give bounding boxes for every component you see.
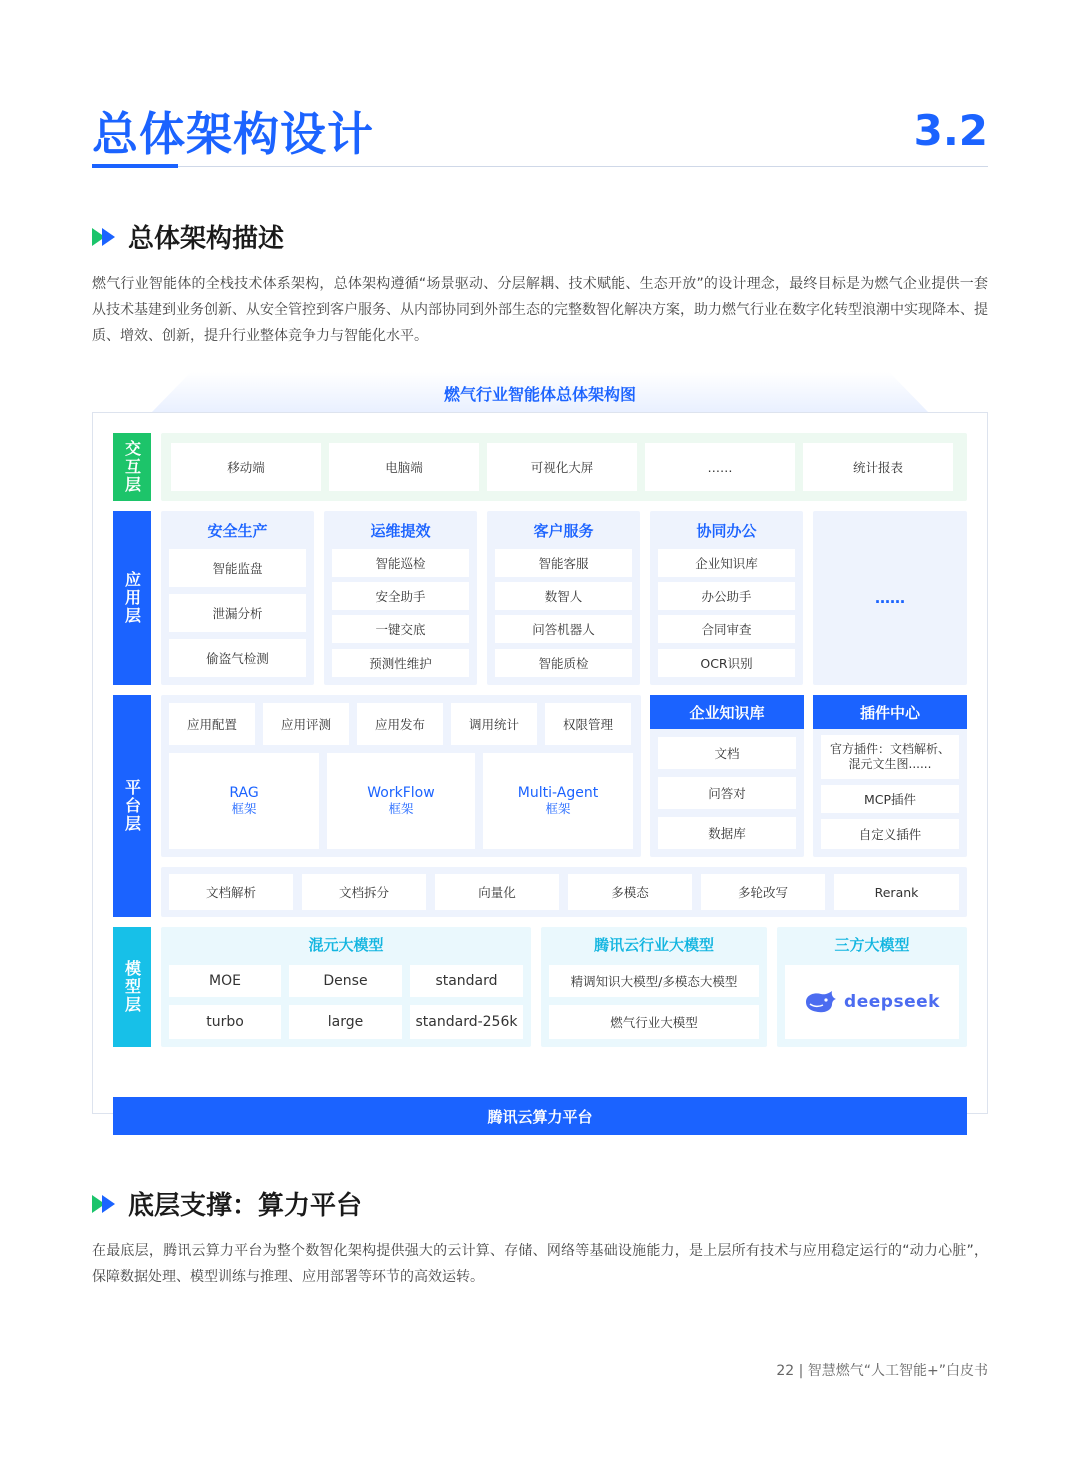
architecture-diagram [92, 372, 988, 1126]
knowledge-base-item: 文档 [658, 737, 796, 769]
plugin-item: MCP插件 [821, 785, 959, 813]
framework-workflow [327, 753, 475, 849]
app-group-title: 运维提效 [370, 521, 431, 540]
hunyuan-panel [161, 927, 531, 1047]
platform-tools-panel [161, 695, 641, 857]
app-item: 企业知识库 [658, 549, 795, 577]
hunyuan-model: turbo [169, 1005, 281, 1039]
industry-model: 精调知识大模型/多模态大模型 [549, 965, 759, 997]
platform-tool: 调用统计 [451, 703, 537, 745]
page-title: 总体架构设计 [92, 107, 374, 161]
framework-sub: 框架 [231, 801, 257, 816]
app-group-customer [487, 511, 640, 685]
hunyuan-model: standard [410, 965, 523, 997]
hunyuan-model: standard-256k [410, 1005, 523, 1039]
whale-icon [804, 990, 838, 1014]
interaction-item: 统计报表 [803, 443, 953, 491]
layer-label-application: 应用层 [113, 511, 151, 685]
app-item: 数智人 [495, 582, 632, 610]
third-party-title: 三方大模型 [834, 935, 910, 954]
interaction-panel [161, 433, 967, 501]
page-footer: 22 | 智慧燃气“人工智能+”白皮书 [776, 1363, 988, 1379]
deepseek-text: deepseek [844, 992, 940, 1012]
section-heading-text: 总体架构描述 [128, 224, 285, 254]
knowledge-base-item: 问答对 [658, 777, 796, 809]
framework-sub: 框架 [388, 801, 414, 816]
platform-tool: 应用评测 [263, 703, 349, 745]
hunyuan-model: MOE [169, 965, 281, 997]
processing-item: 多轮改写 [701, 874, 825, 910]
app-item: 办公助手 [658, 582, 795, 610]
app-group-title: 安全生产 [207, 521, 268, 540]
processing-item: 文档拆分 [302, 874, 426, 910]
knowledge-base-item: 数据库 [658, 817, 796, 849]
app-item: 智能客服 [495, 549, 632, 577]
knowledge-base-panel [650, 695, 804, 857]
interaction-item: 可视化大屏 [487, 443, 637, 491]
compute-platform-bar: 腾讯云算力平台 [113, 1097, 967, 1135]
app-group-office [650, 511, 803, 685]
double-arrow-icon [92, 1193, 118, 1215]
layer-label-model: 模型层 [113, 927, 151, 1047]
app-item: 泄漏分析 [169, 594, 306, 632]
framework-name: WorkFlow [367, 785, 435, 801]
app-item: 智能巡检 [332, 549, 469, 577]
framework-sub: 框架 [545, 801, 571, 816]
plugin-item: 官方插件：文档解析、混元文生图...... [821, 735, 959, 779]
layer-label-interaction: 交互层 [113, 433, 151, 501]
framework-name: Multi-Agent [517, 785, 599, 801]
framework-multi-agent [483, 753, 633, 849]
diagram-title: 燃气行业智能体总体架构图 [443, 385, 636, 404]
app-item: 智能质检 [495, 649, 632, 677]
hunyuan-model: Dense [289, 965, 402, 997]
app-item: 偷盗气检测 [169, 639, 306, 677]
app-group-title: 协同办公 [696, 521, 757, 540]
platform-tool: 应用发布 [357, 703, 443, 745]
processing-item: 多模态 [568, 874, 692, 910]
framework-name: RAG [229, 785, 259, 801]
app-group-title: 客户服务 [533, 521, 594, 540]
processing-panel [161, 867, 967, 917]
section-heading-compute [92, 1185, 362, 1222]
knowledge-base-title: 企业知识库 [650, 695, 804, 729]
app-item: 一键交底 [332, 615, 469, 643]
processing-item: Rerank [834, 874, 959, 910]
app-item: 预测性维护 [332, 649, 469, 677]
compute-paragraph: 在最底层，腾讯云算力平台为整个数智化架构提供强大的云计算、存储、网络等基础设施能力，是上层所有技术与应用稳定运行的“动力心脏”，保障数据处理、模型训练与推理、应用部署等环节的高效运转。 [92, 1243, 988, 1285]
hunyuan-title: 混元大模型 [308, 935, 384, 954]
processing-item: 向量化 [435, 874, 559, 910]
layer-label-platform: 平台层 [113, 695, 151, 917]
industry-model: 燃气行业大模型 [549, 1005, 759, 1039]
interaction-item: 移动端 [171, 443, 321, 491]
overview-paragraph: 燃气行业智能体的全栈技术体系架构，总体架构遵循“场景驱动、分层解耦、技术赋能、生态开放”的设计理念，最终目标是为燃气企业提供一套从技术基建到业务创新、从安全管控到客户服务、从内部协同到外部生态的完整数智化解决方案，助力燃气行业在数字化转型浪潮中实现降本、提质、增效、创新，提升行业整体竞争力与智能化水平。 [92, 276, 988, 344]
app-item: 合同审查 [658, 615, 795, 643]
app-item: 智能监盘 [169, 549, 306, 587]
deepseek-logo [785, 965, 959, 1039]
app-group-ops [324, 511, 477, 685]
title-divider-accent [92, 164, 178, 168]
app-group-safety [161, 511, 314, 685]
plugin-center-panel [813, 695, 967, 857]
double-arrow-icon [92, 226, 118, 248]
platform-tool: 权限管理 [545, 703, 631, 745]
app-group-more: …… [813, 511, 967, 685]
diagram-frame [92, 412, 988, 1126]
app-item: 问答机器人 [495, 615, 632, 643]
section-number: 3.2 [913, 106, 988, 155]
processing-item: 文档解析 [169, 874, 293, 910]
section-heading-overview [92, 218, 284, 255]
title-divider [92, 166, 988, 167]
framework-rag [169, 753, 319, 849]
interaction-item: 电脑端 [329, 443, 479, 491]
app-item: 安全助手 [332, 582, 469, 610]
interaction-item: …… [645, 443, 795, 491]
tencent-industry-panel [541, 927, 767, 1047]
third-party-panel [777, 927, 967, 1047]
section-heading-text: 底层支撑：算力平台 [128, 1191, 363, 1221]
tencent-industry-title: 腾讯云行业大模型 [593, 935, 714, 954]
hunyuan-model: large [289, 1005, 402, 1039]
platform-tool: 应用配置 [169, 703, 255, 745]
app-item: OCR识别 [658, 649, 795, 677]
plugin-item: 自定义插件 [821, 819, 959, 849]
plugin-center-title: 插件中心 [813, 695, 967, 729]
